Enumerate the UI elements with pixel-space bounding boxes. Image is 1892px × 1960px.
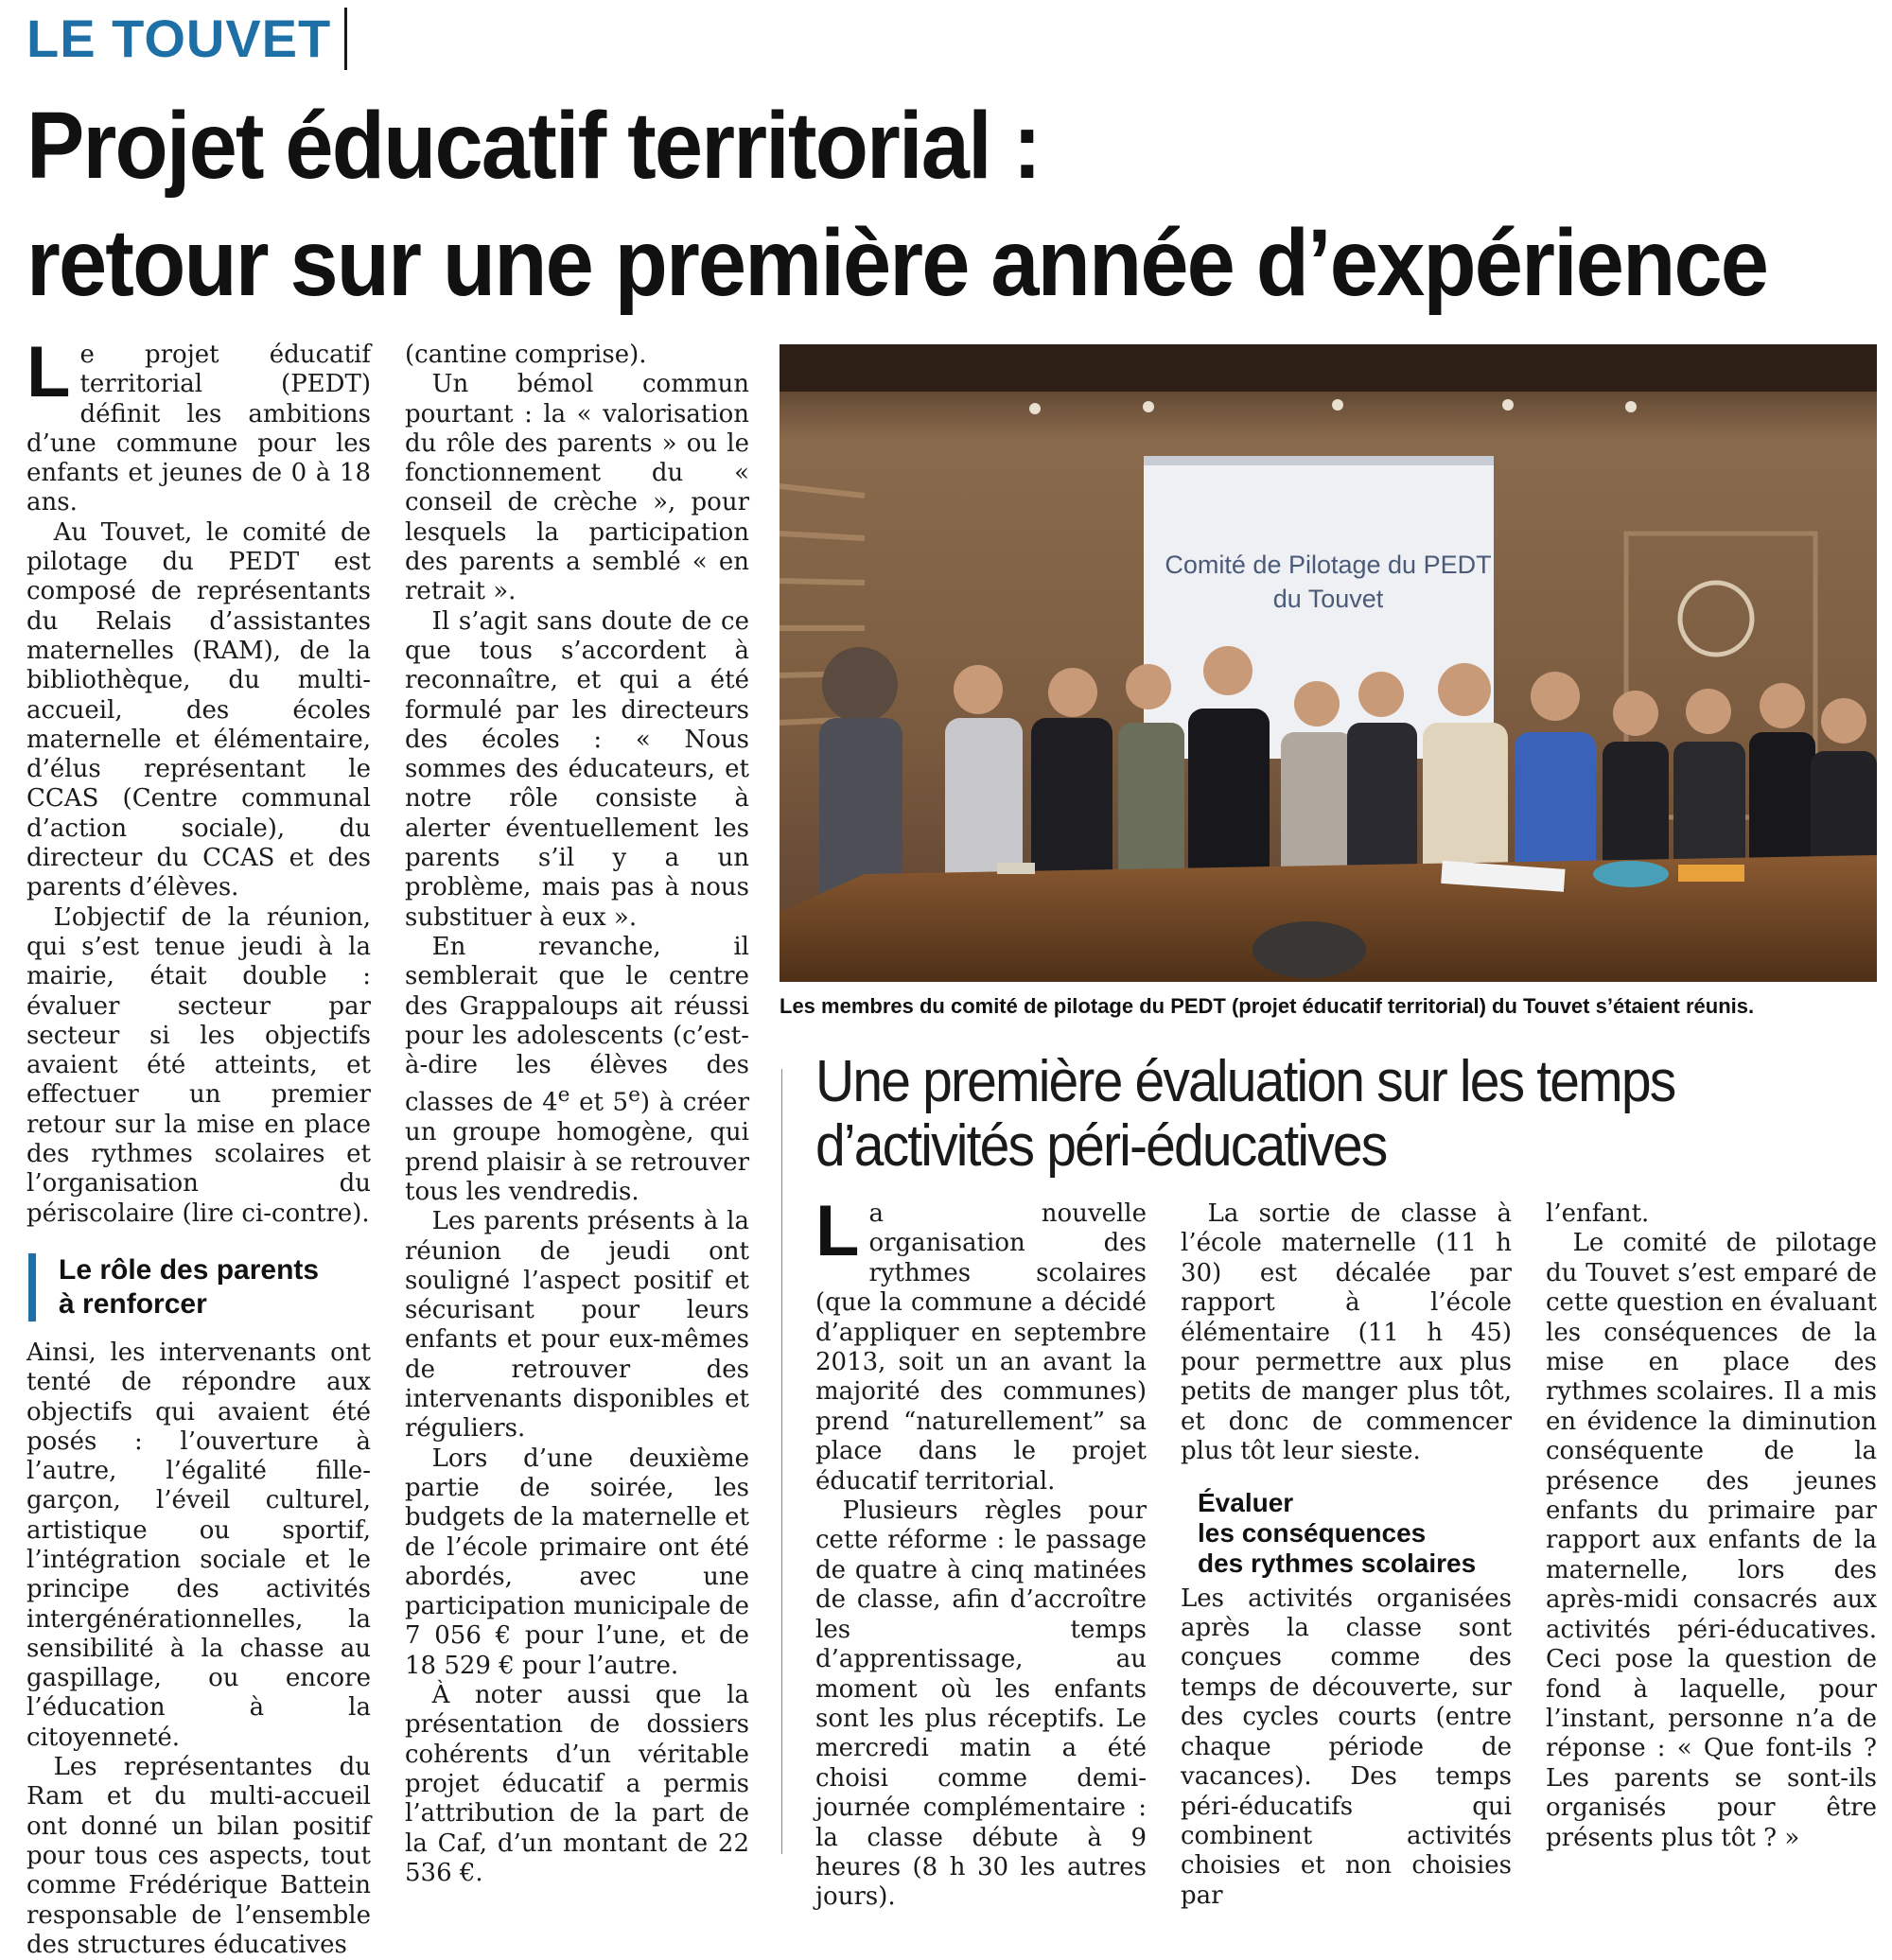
paragraph: Au Touvet, le comité de pilotage du PEDT est composé de représentants du Relais d’assistantes maternelles (RAM), de la bibliothèque, du multi-accueil, des écoles maternelle et élémentaire, d’élus représentant le CCAS (Centre communal d’action sociale), du directeur du CCAS et des parents d’élèves. bbox=[26, 517, 371, 902]
intertitle-line-3: des rythmes scolaires bbox=[1198, 1548, 1477, 1578]
paragraph-text: a nouvelle organisation des rythmes scolaires (que la commune a décidé d’appliquer en septembre 2013, soit un an avant la majorité des communes) prend “naturellement” sa place dans le projet éducatif territorial. bbox=[815, 1199, 1147, 1496]
slide-line-2: du Touvet bbox=[1272, 585, 1384, 613]
headline-line-1: Projet éducatif territorial : bbox=[26, 93, 1041, 199]
group-photo bbox=[780, 344, 1877, 982]
headline-line-2: retour sur une première année d’expérience bbox=[26, 210, 1768, 316]
slide-line-1: Comité de Pilotage du PEDT bbox=[1165, 551, 1492, 579]
intertitle-line-2: à renforcer bbox=[59, 1287, 207, 1320]
paragraph-text: e projet éducatif territorial (PEDT) définit les ambitions d’une commune pour les enfants et jeunes de 0 à 18 ans. bbox=[26, 341, 371, 517]
drop-cap: L bbox=[26, 332, 71, 412]
paragraph bbox=[405, 933, 749, 1207]
photo-caption: Les membres du comité de pilotage du PEDT (projet éducatif territorial) du Touvet s’étaient réunis. bbox=[780, 994, 1755, 1018]
sidebar-headline-line-2: d’activités péri-éducatives bbox=[815, 1113, 1387, 1179]
superscript: e bbox=[557, 1083, 570, 1108]
paragraph bbox=[26, 332, 371, 518]
paragraph: (cantine comprise). bbox=[405, 341, 647, 369]
intertitle-line-1: Évaluer bbox=[1198, 1487, 1294, 1517]
sidebar-column-3 bbox=[1546, 1199, 1877, 1853]
article-column-1 bbox=[26, 332, 371, 1960]
drop-cap: L bbox=[815, 1191, 860, 1271]
paragraph-text: et 5 bbox=[569, 1089, 629, 1118]
paragraph: La sortie de classe à l’école maternelle (11 h 30) est décalée par rapport à l’école élémentaire (11 h 45) pour permettre aux plus petits de manger plus tôt, et donc de commencer plus tôt leur sieste. bbox=[1181, 1199, 1512, 1466]
superscript: e bbox=[628, 1083, 640, 1108]
paragraph: Le comité de pilotage du Touvet s’est emparé de cette question en évaluant les conséquences de la mise en place des rythmes scolaires. Il a mis en évidence la diminution conséquente de la présence des jeunes enfants du primaire par rapport aux enfants de la maternelle, lors des après-midi consacrés aux activités péri-éducatives. Ceci pose la question de fond à laquelle, pour l’instant, personne n’a de réponse : « Que font-ils ? Les parents se sont-ils organisés pour être présents plus tôt ? » bbox=[1546, 1229, 1877, 1852]
paragraph bbox=[815, 1191, 1147, 1496]
photo-illustration bbox=[780, 344, 1877, 982]
paragraph-text: En revanche, il semblerait que le centre des Grappaloups ait réussi pour les adolescents (c’est-à-dire les élèves des classes de 4 bbox=[405, 932, 749, 1118]
article-headline bbox=[26, 87, 1768, 322]
section-rubric: LE TOUVET bbox=[26, 8, 347, 70]
paragraph-text: ) à créer un groupe homogène, qui prend plaisir à se retrouver tous les vendredis. bbox=[405, 1089, 749, 1206]
column-divider bbox=[781, 1069, 782, 1854]
intertitle-line-2: les conséquences bbox=[1198, 1517, 1427, 1548]
paragraph: Les représentantes du Ram et du multi-accueil ont donné un bilan positif pour tous ces aspects, tout comme Frédérique Battein responsable de l’ensemble des structures éducatives bbox=[26, 1753, 371, 1959]
paragraph: Lors d’une deuxième partie de soirée, les budgets de la maternelle et de l’école primaire ont été abordés, avec une participation municipale de 7 056 € pour l’une, et de 18 529 € pour l’autre. bbox=[405, 1444, 749, 1680]
paragraph: Il s’agit sans doute de ce que tous s’accordent à reconnaître, et qui a été formulé par les directeurs des écoles : « Nous sommes des éducateurs, et notre rôle consiste à alerter éventuellement les parents s’il y a un problème, mais pas à nous substituer à eux ». bbox=[405, 606, 749, 932]
paragraph: Plusieurs règles pour cette réforme : le passage de quatre à cinq matinées de classe, afin d’accroître les temps d’apprentissage, au moment où les enfants sont les plus réceptifs. Le mercredi matin a été choisi comme demi-journée complémentaire : la classe débute à 9 heures (8 h 30 les autres jours). bbox=[815, 1496, 1147, 1912]
paragraph: À noter aussi que la présentation de dossiers cohérents d’un véritable projet éducatif a permis l’attribution de la part de la Caf, d’un montant de 22 536 €. bbox=[405, 1681, 749, 1887]
paragraph: L’objectif de la réunion, qui s’est tenue jeudi à la mairie, était double : évaluer secteur par secteur si les objectifs avaient été atteints, et effectuer un premier retour sur la mise en place des rythmes scolaires et l’organisation du périscolaire (lire ci-contre). bbox=[26, 902, 371, 1228]
sidebar-headline bbox=[815, 1050, 1790, 1179]
paragraph: Un bémol commun pourtant : la « valorisation du rôle des parents » ou le fonctionnement du « conseil de crèche », pour lesquels la participation des parents a semblé « en retrait ». bbox=[405, 370, 749, 606]
paragraph: Les parents présents à la réunion de jeudi ont souligné l’aspect positif et sécurisant pour leurs enfants et pour eux-mêmes de retrouver des intervenants disponibles et réguliers. bbox=[405, 1207, 749, 1444]
projector-slide bbox=[1158, 548, 1498, 616]
article-column-2 bbox=[405, 341, 749, 1888]
paragraph: Ainsi, les intervenants ont tenté de répondre aux objectifs qui avaient été posés : l’ouverture à l’autre, l’égalité fille-garçon, l’éveil culturel, artistique ou sportif, l’intégration sociale et le principe des activités intergénérationnelles, la sensibilité à la chasse au gaspillage, ou encore l’éducation à la citoyenneté. bbox=[26, 1338, 371, 1752]
paragraph: Les activités organisées après la classe sont conçues comme des temps de découverte, sur des cycles courts (entre chaque période de vacances). Des temps péri-éducatifs qui combinent activités choisies et non choisies par bbox=[1181, 1584, 1512, 1910]
sidebar-column-2 bbox=[1181, 1199, 1512, 1911]
intertitle bbox=[28, 1253, 371, 1321]
intertitle bbox=[1198, 1488, 1512, 1579]
paragraph: l’enfant. bbox=[1546, 1199, 1650, 1228]
sidebar-column-1 bbox=[815, 1191, 1147, 1913]
intertitle-line-1: Le rôle des parents bbox=[59, 1253, 320, 1286]
sidebar-headline-line-1: Une première évaluation sur les temps bbox=[815, 1049, 1675, 1114]
